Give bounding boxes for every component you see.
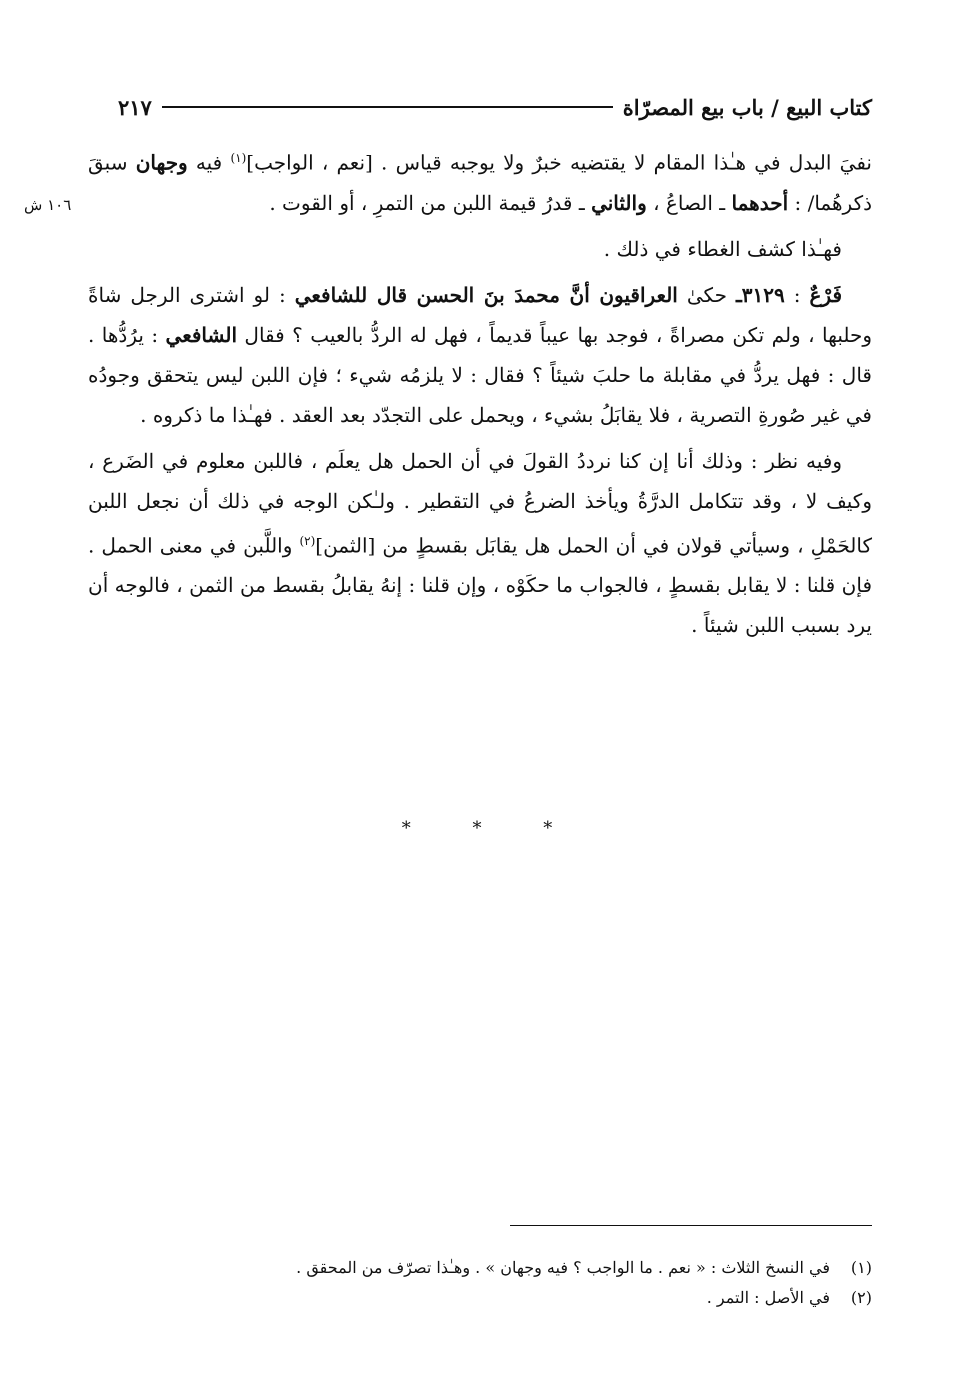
text-run: : يرُدُّها . قال : فهل يردُّ في مقابلة ما حلبَ شيئاً ؟ فقال : لا يلزمُه شيء ؛ فإن اللبن ليس يتحقق وجودُه في غير صُورةِ التصرية ، فلا يقابَلُ بشيء ، ويحمل على التجدّد بعد العقد . فهـٰذا ما ذكروه . [88,322,872,427]
footnotes [88,1253,872,1313]
text-run: ـ قدرُ قيمة اللبن من التمرِ ، أو القوت . [269,190,592,215]
text-run: حكىٰ [677,282,736,307]
bold-run: والثاني [591,190,647,215]
footnote-2 [88,1283,872,1313]
footnote-ref-1: (١) [230,151,247,165]
header-rule [162,106,613,108]
bold-run: العراقيون أنَّ محمدَ بنَ الحسن قال للشافعي [294,282,678,307]
bold-run: الشافعي [165,322,237,347]
running-header [118,92,872,122]
paragraph-2: فهـٰذا كشف الغطاء في ذلك . [603,236,842,261]
text-run: واللَّبن في معنى الحمل . فإن قلنا : لا يقابل بقسطٍ ، فالجواب ما حكَوْه ، وإن قلنا : إنهُ يقابلُ بقسط من الثمن ، فالوجه أن يرد بسبب اللبن شيئاً . [88,533,872,638]
text-run: سبقَ ذكرهُما/ : [88,150,872,215]
paragraph-3 [88,275,872,435]
text-run: فيه [187,150,231,175]
text-run: : [784,282,810,307]
bold-run: أحدهما [731,190,789,215]
text-run: : لو اشترى الرجل شاةً وحلبها ، ولم تكن مصراةً ، فوجد بها عيباً قديماً ، فهل له الردُّ بالعيب ؟ فقال [88,282,872,347]
margin-note: ١٠٦ ش [24,196,72,214]
header-title: كتاب البيع / باب بيع المصرّاة [622,94,872,120]
footnote-number: (١) [850,1258,872,1277]
footnote-rule [510,1225,872,1226]
footnote-1 [88,1253,872,1283]
paragraph-4 [88,441,872,646]
footnote-ref-2: (٢) [299,533,316,548]
text-run: ـ الصاعُ ، [646,190,732,215]
section-separator: * * * [401,818,581,839]
footnote-number: (٢) [850,1288,872,1307]
main-text [88,138,872,651]
paragraph-1 [88,138,872,223]
issue-number: ٣١٢٩ـ [735,282,785,307]
footnote-text: في الأصل : التمر . [706,1288,830,1307]
text-run: نفيَ البدل في هـٰذا المقام لا يقتضيه خبرٌ ولا يوجبه قياس . [نعم ، الواجب] [246,150,872,175]
footnote-text: في النسخ الثلاث : « نعم . ما الواجب ؟ فيه وجهان » . وهـٰذا تصرّف من المحقق . [296,1258,830,1277]
text-run: وفيه نظر : وذلك أنا إن كنا نرددُ القولَ في أن الحمل هل يعلَم ، فاللبن معلوم في الضَرع ، وكيف لا ، وقد تتكامل الدرَّةُ ويأخذ الضرعُ في التقطير . ولـٰكن الوجه في ذلك أن نجعل اللبن كالحَمْلِ ، وسيأتي قولان في أن الحمل هل يقابَل بقسطٍ من [الثمن] [88,448,873,558]
bold-run: وجهان [135,150,188,175]
page-number: ٢١٧ [118,94,152,120]
section-label: فَرْعٌ [809,282,843,307]
